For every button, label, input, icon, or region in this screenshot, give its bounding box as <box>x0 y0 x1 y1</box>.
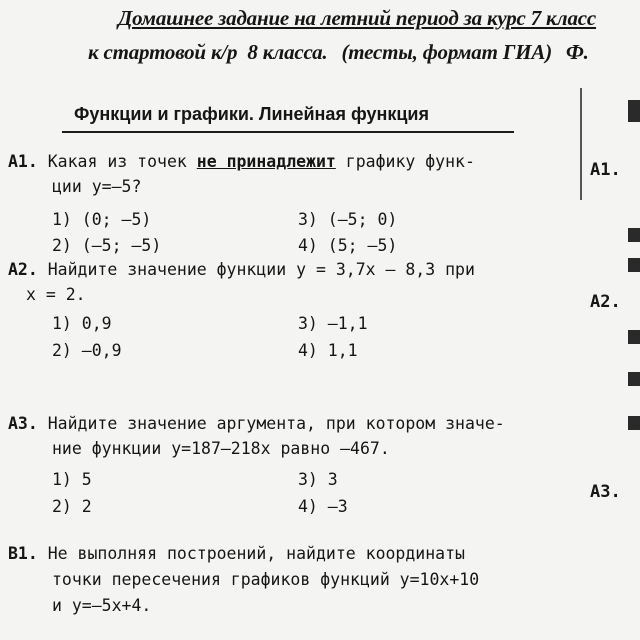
cropped-text-fragment <box>628 372 640 386</box>
question-number: А1. <box>8 152 38 171</box>
header-subtitle-part-c: (тесты, формат ГИА) <box>341 40 552 64</box>
question-text: точки пересечения графиков функций y=10x+10 <box>52 570 480 589</box>
question-text: ние функции y=187–218x равно –467. <box>52 439 390 458</box>
answer-option: 4) 1,1 <box>298 341 358 360</box>
question-text: Не выполняя построений, найдите координаты <box>47 544 465 563</box>
right-question-number: А3. <box>590 482 621 502</box>
header-subtitle-part-d: Ф. <box>565 40 589 64</box>
cropped-text-fragment <box>628 258 640 272</box>
question-text: графику функ- <box>345 152 475 171</box>
answer-option: 2) 2 <box>52 497 92 516</box>
answer-option: 1) 5 <box>52 470 92 489</box>
cropped-text-fragment <box>628 416 640 430</box>
cropped-text-fragment <box>628 228 640 242</box>
answer-option: 2) –0,9 <box>52 341 122 360</box>
header-subtitle-part-a: к стартовой к/р <box>88 40 238 64</box>
right-question-number: А2. <box>590 292 621 312</box>
question-number: А3. <box>8 414 38 433</box>
question-text: x = 2. <box>26 285 86 304</box>
answer-option: 3) (–5; 0) <box>298 210 398 229</box>
question-number: В1. <box>8 544 38 563</box>
answer-option: 1) (0; –5) <box>52 210 152 229</box>
question-text: и y=–5x+4. <box>52 596 152 615</box>
right-question-number: А1. <box>590 160 621 180</box>
question-emphasis: не принадлежит <box>196 152 336 171</box>
answer-option: 3) 3 <box>298 470 338 489</box>
answer-option: 4) (5; –5) <box>298 236 398 255</box>
header-title: Домашнее задание на летний период за курс 7 класс <box>118 6 597 30</box>
cropped-text-fragment <box>628 100 640 122</box>
question-number: А2. <box>8 260 38 279</box>
question-text: Найдите значение функции y = 3,7x – 8,3 при <box>47 260 475 279</box>
question-text: Какая из точек <box>47 152 187 171</box>
answer-option: 3) –1,1 <box>298 314 368 333</box>
question-text: Найдите значение аргумента, при котором значе- <box>47 414 505 433</box>
section-title: Функции и графики. Линейная функция <box>74 104 429 124</box>
answer-option: 4) –3 <box>298 497 348 516</box>
cropped-text-fragment <box>628 330 640 344</box>
header-subtitle-part-b: 8 класса. <box>247 40 328 64</box>
answer-option: 1) 0,9 <box>52 314 112 333</box>
answer-option: 2) (–5; –5) <box>52 236 162 255</box>
question-text: ции y=–5? <box>52 177 142 196</box>
